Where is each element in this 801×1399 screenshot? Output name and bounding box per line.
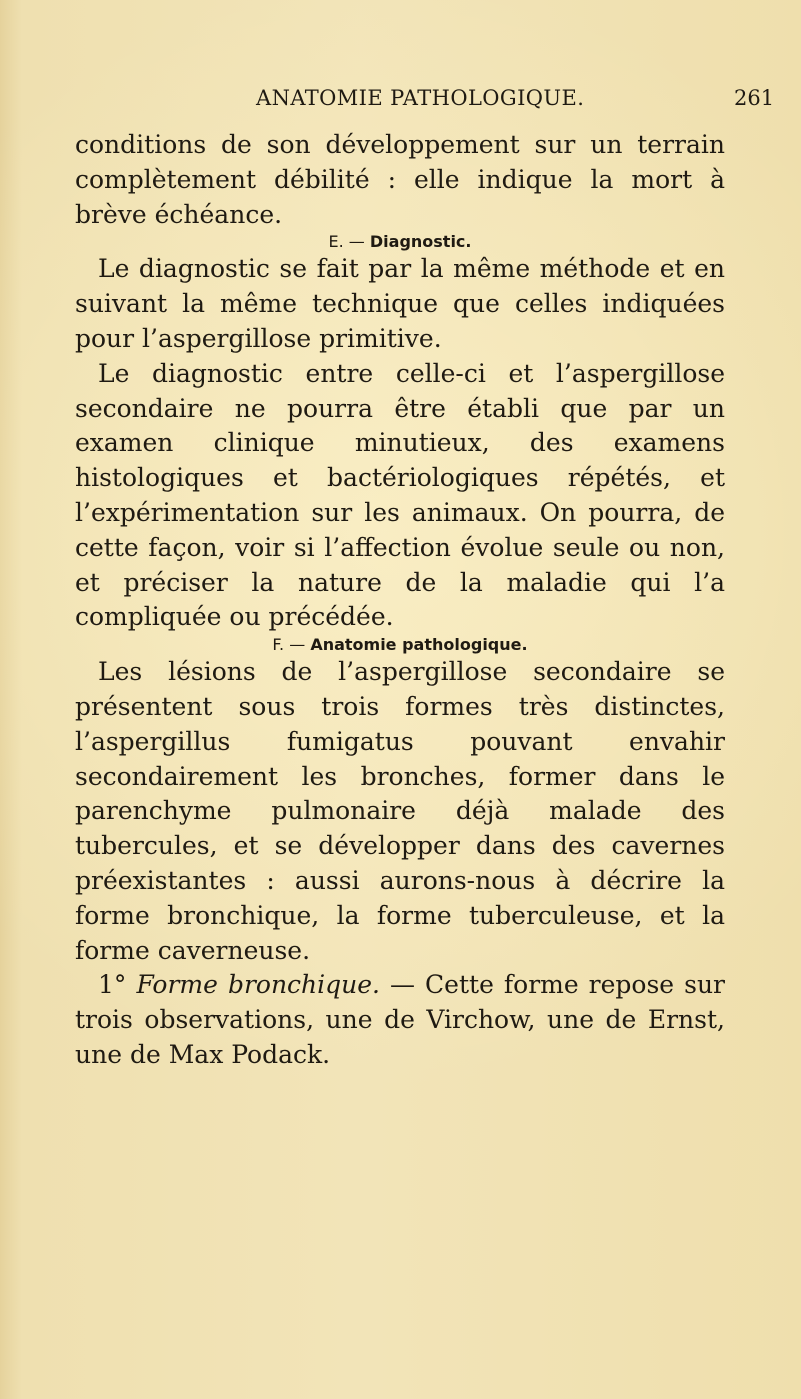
- paragraph-5: [75, 968, 725, 1072]
- paragraph-2: Le diagnostic se fait par la même méthode et en suivant la même technique que celles indiquées pour l’aspergillose primitive.: [75, 254, 725, 353]
- paragraph-5-number: 1°: [98, 970, 127, 1000]
- section-heading-f: [75, 635, 725, 655]
- paragraph-5-text: — Cette forme repose sur trois observations, une de Virchow, une de Ernst, une de Max Podack.: [75, 970, 725, 1069]
- section-e-prefix: E. —: [328, 232, 370, 252]
- page-header: [0, 86, 801, 120]
- section-e-title: Diagnostic.: [369, 232, 472, 252]
- paragraph-5-subheading: Forme bronchique.: [136, 970, 380, 1000]
- page-text: [75, 128, 725, 1073]
- section-f-prefix: F. —: [272, 635, 311, 655]
- section-heading-e: [75, 232, 725, 252]
- paragraph-3: Le diagnostic entre celle-ci et l’aspergillose secondaire ne pourra être établi que par un examen clinique minutieux, des examens histologiques et bactériologiques répétés, et l’expérimentation sur les animaux. On pourra, de cette façon, voir si l’affection évolue seule ou non, et préciser la nature de la maladie qui l’a compliquée ou précédée.: [75, 358, 725, 632]
- section-f-title: Anatomie pathologique.: [310, 635, 528, 655]
- page-number: 261: [734, 86, 775, 110]
- running-title: ANATOMIE PATHOLOGIQUE.: [256, 86, 585, 110]
- paragraph-1: conditions de son développement sur un terrain complètement débilité : elle indique la mort à brève échéance.: [75, 130, 725, 229]
- paragraph-4: Les lésions de l’aspergillose secondaire se présentent sous trois formes très distinctes, l’aspergillus fumigatus pouvant envahir secondairement les bronches, former dans le parenchyme pulmonaire déjà malade des tubercules, et se développer dans des cavernes préexistantes : aussi aurons-nous à décrire la forme bronchique, la forme tuberculeuse, et la forme caverneuse.: [75, 657, 725, 965]
